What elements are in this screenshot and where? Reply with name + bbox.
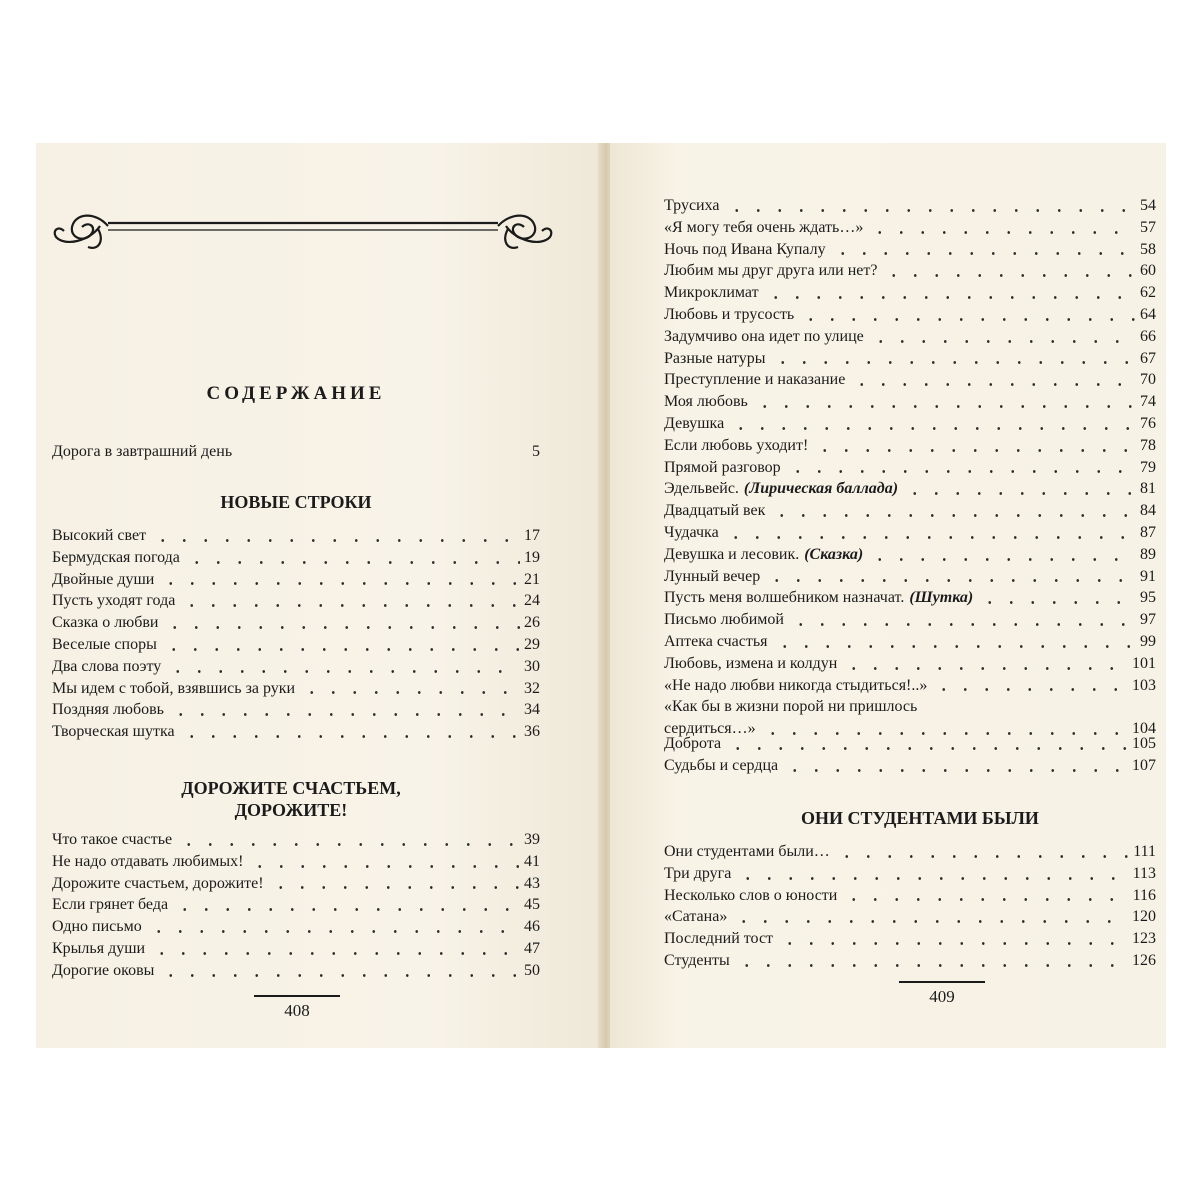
entry-page: 5 <box>532 443 540 460</box>
entry-title: Двойные души <box>52 570 155 588</box>
entry-title: Письмо любимой <box>664 611 784 629</box>
entry-page: 120 <box>1132 908 1156 926</box>
toc-entry[interactable] <box>52 612 540 634</box>
toc-entry[interactable] <box>664 304 1156 326</box>
entry-page: 32 <box>524 679 540 697</box>
entry-title: Преступление и наказание <box>664 371 846 389</box>
entry-title: Высокий свет <box>52 527 147 544</box>
section-new-lines-list <box>52 525 540 743</box>
entry-page: 113 <box>1132 864 1156 882</box>
entry-page: 97 <box>1140 611 1156 629</box>
section-title-they-were-students: ОНИ СТУДЕНТАМИ БЫЛИ <box>801 808 1039 828</box>
right-page <box>610 143 1166 1048</box>
dot-leader <box>181 735 520 738</box>
dot-leader <box>238 455 520 458</box>
toc-entry[interactable] <box>664 631 1156 653</box>
entry-title: «Не надо любви никогда стыдиться!..» <box>664 676 928 694</box>
entry-title: Дорога в завтрашний день <box>52 443 233 460</box>
entry-page: 116 <box>1132 886 1156 904</box>
entry-page: 26 <box>524 614 540 632</box>
entry-title: Три друга <box>664 864 732 882</box>
entry-title: Одно письмо <box>52 918 142 936</box>
entry-title: Аптека счастья <box>664 632 768 650</box>
entry-title: Дорогие оковы <box>52 961 155 979</box>
entry-title: Доброта <box>664 735 722 752</box>
dot-leader <box>181 604 520 607</box>
toc-entry[interactable] <box>664 609 1156 631</box>
toc-entry[interactable] <box>664 885 1156 907</box>
toc-entry[interactable] <box>664 500 1156 522</box>
entry-page: 58 <box>1140 240 1156 258</box>
dot-leader <box>774 645 1136 648</box>
dot-leader <box>754 405 1136 408</box>
dot-leader <box>904 492 1136 495</box>
entry-title: Они студентами были… <box>664 843 830 860</box>
entry-title: Что такое счастье <box>52 831 173 848</box>
page-number-right <box>892 981 992 1007</box>
dot-leader <box>779 942 1128 945</box>
entry-page: 24 <box>524 592 540 610</box>
entry-page: 50 <box>524 961 540 979</box>
dot-leader <box>869 231 1136 234</box>
entry-title: Несколько слов о юности <box>664 886 838 904</box>
toc-entry[interactable] <box>664 587 1156 609</box>
toc-entry[interactable] <box>52 441 540 463</box>
dot-leader <box>836 855 1129 858</box>
entry-page: 79 <box>1140 458 1156 476</box>
toc-entry[interactable] <box>664 675 1156 697</box>
dot-leader <box>800 318 1136 321</box>
toc-entry[interactable] <box>52 547 540 569</box>
toc-entry[interactable] <box>664 863 1156 885</box>
entry-page: 29 <box>524 635 540 653</box>
dot-leader <box>301 691 520 694</box>
entry-title: Если любовь уходит! <box>664 436 809 454</box>
entry-page: 36 <box>524 723 540 741</box>
entry-page: 57 <box>1140 218 1156 236</box>
dot-leader <box>883 274 1136 277</box>
entry-title: Девушка <box>664 414 725 432</box>
dot-leader <box>178 843 520 846</box>
dot-leader <box>270 886 520 889</box>
dot-leader <box>843 667 1128 670</box>
right-entries-list <box>664 195 1156 696</box>
entry-page: 66 <box>1140 327 1156 345</box>
toc-entry[interactable] <box>664 478 1156 500</box>
entry-page: 101 <box>1132 654 1156 672</box>
entry-page: 105 <box>1132 735 1156 752</box>
dot-leader <box>174 908 520 911</box>
entry-title: Трусиха <box>664 197 720 214</box>
toc-entry[interactable] <box>52 634 540 656</box>
entry-page: 43 <box>524 874 540 892</box>
dot-leader <box>170 713 520 716</box>
entry-title: Студенты <box>664 951 730 969</box>
entry-title: Эдельвейс. <box>664 480 739 498</box>
toc-entry[interactable] <box>664 522 1156 544</box>
left-page <box>36 143 602 1048</box>
entry-page: 104 <box>1132 719 1156 737</box>
entry-title: Мы идем с тобой, взявшись за руки <box>52 679 296 697</box>
toc-entry[interactable] <box>664 217 1156 239</box>
toc-entry[interactable] <box>664 928 1156 950</box>
entry-title: Прямой разговор <box>664 458 781 476</box>
entry-title: «Я могу тебя очень ждать…» <box>664 218 864 236</box>
page-number-rule <box>899 981 985 983</box>
entry-title: Творческая шутка <box>52 723 175 741</box>
toc-entry[interactable] <box>664 435 1156 457</box>
dot-leader <box>726 209 1136 212</box>
dot-leader <box>186 561 520 564</box>
entry-subtitle: (Шутка) <box>909 589 974 607</box>
toc-entry[interactable] <box>664 348 1156 370</box>
section-they-were-students-list <box>664 841 1156 972</box>
toc-entry[interactable] <box>664 413 1156 435</box>
dot-leader <box>733 920 1128 923</box>
entry-title: Любовь, измена и колдун <box>664 654 838 672</box>
entry-title: Двадцатый век <box>664 502 766 520</box>
section-title-line: ДОРОЖИТЕ СЧАСТЬЕМ, <box>181 778 401 798</box>
entry-title: Два слова поэту <box>52 657 162 675</box>
toc-entry[interactable] <box>52 960 540 982</box>
dot-leader <box>736 964 1128 967</box>
right-entries-after-list <box>664 733 1156 777</box>
toc-entry[interactable] <box>52 916 540 938</box>
entry-title: Крылья души <box>52 939 146 957</box>
page-number-left <box>247 995 347 1021</box>
entry-page: 41 <box>524 852 540 870</box>
toc-entry[interactable] <box>52 569 540 591</box>
toc-entry[interactable] <box>52 873 540 895</box>
toc-heading: СОДЕРЖАНИЕ <box>206 383 386 404</box>
entry-title: Разные натуры <box>664 349 766 367</box>
dot-leader <box>148 930 520 933</box>
entry-page: 19 <box>524 548 540 566</box>
toc-entry[interactable] <box>664 544 1156 566</box>
entry-page: 87 <box>1140 523 1156 541</box>
entry-page: 78 <box>1140 436 1156 454</box>
toc-entry[interactable] <box>664 457 1156 479</box>
entry-page: 70 <box>1140 371 1156 389</box>
entry-title: «Сатана» <box>664 908 728 926</box>
entry-title: Бермудская погода <box>52 548 180 566</box>
toc-entry[interactable] <box>664 755 1156 777</box>
entry-title: Если грянет беда <box>52 896 169 914</box>
dot-leader <box>772 361 1136 364</box>
entry-title: Последний тост <box>664 930 774 948</box>
entry-page: 46 <box>524 918 540 936</box>
entry-title: Дорожите счастьем, дорожите! <box>52 874 264 892</box>
toc-entry[interactable] <box>664 195 1156 217</box>
entry-title: Любовь и трусость <box>664 305 795 323</box>
toc-entry[interactable] <box>664 653 1156 675</box>
toc-entry[interactable] <box>52 938 540 960</box>
toc-entry[interactable] <box>664 282 1156 304</box>
entry-title: Ночь под Ивана Купалу <box>664 240 826 258</box>
entry-title: Лунный вечер <box>664 567 761 585</box>
entry-page: 111 <box>1133 843 1156 860</box>
entry-title: сердиться…» <box>664 719 756 737</box>
toc-entry[interactable] <box>52 699 540 721</box>
entry-subtitle: (Сказка) <box>804 545 864 563</box>
entry-page: 89 <box>1140 545 1156 563</box>
entry-title: Микроклимат <box>664 284 759 302</box>
toc-entry[interactable] <box>664 260 1156 282</box>
dot-leader <box>727 747 1128 750</box>
dot-leader <box>160 582 520 585</box>
dot-leader <box>870 340 1136 343</box>
dot-leader <box>814 449 1136 452</box>
entry-page: 95 <box>1140 589 1156 607</box>
entry-title: Веселые споры <box>52 635 157 653</box>
page-number-value: 409 <box>929 987 955 1006</box>
entry-page: 123 <box>1132 930 1156 948</box>
entry-page: 74 <box>1140 393 1156 411</box>
dot-leader <box>771 514 1136 517</box>
page-number-value: 408 <box>284 1001 310 1020</box>
dot-leader <box>160 974 520 977</box>
section-cherish-happiness-list <box>52 829 540 982</box>
entry-page: 54 <box>1140 197 1156 214</box>
entry-page: 91 <box>1140 567 1156 585</box>
toc-entry[interactable] <box>52 851 540 873</box>
dot-leader <box>790 623 1136 626</box>
dot-leader <box>730 427 1136 430</box>
entry-title: Моя любовь <box>664 393 748 411</box>
dot-leader <box>164 626 520 629</box>
entry-page: 21 <box>524 570 540 588</box>
dot-leader <box>151 952 520 955</box>
entry-page: 81 <box>1140 480 1156 498</box>
dot-leader <box>765 296 1136 299</box>
dot-leader <box>843 898 1128 901</box>
entry-title: Пусть уходят года <box>52 592 176 610</box>
page-number-rule <box>254 995 340 997</box>
decorative-flourish-icon <box>50 201 556 261</box>
toc-entry[interactable] <box>664 369 1156 391</box>
entry-page: 107 <box>1132 756 1156 774</box>
entry-title: Девушка и лесовик. <box>664 545 800 563</box>
dot-leader <box>933 688 1128 691</box>
toc-entry[interactable] <box>52 829 540 851</box>
entry-page: 126 <box>1132 951 1156 969</box>
toc-entry[interactable] <box>52 656 540 678</box>
entry-page: 67 <box>1140 349 1156 367</box>
entry-title: Пусть меня волшебником назначат. <box>664 589 905 607</box>
toc-entry[interactable] <box>52 590 540 612</box>
dot-leader <box>167 670 520 673</box>
entry-subtitle: (Лирическая баллада) <box>743 480 899 498</box>
entry-page: 17 <box>524 527 540 544</box>
entry-title: Не надо отдавать любимых! <box>52 852 244 870</box>
toc-entry[interactable] <box>664 733 1156 755</box>
dot-leader <box>725 536 1136 539</box>
entry-page: 76 <box>1140 414 1156 432</box>
dot-leader <box>851 383 1136 386</box>
entry-page: 99 <box>1140 632 1156 650</box>
dot-leader <box>787 470 1136 473</box>
entry-page: 47 <box>524 939 540 957</box>
dot-leader <box>249 865 520 868</box>
dot-leader <box>832 252 1136 255</box>
section-title-line: ДОРОЖИТЕ! <box>234 800 348 820</box>
toc-entry[interactable] <box>664 841 1156 863</box>
section-title-cherish-happiness <box>126 777 456 821</box>
entry-page: 45 <box>524 896 540 914</box>
entry-page: 62 <box>1140 284 1156 302</box>
intro-list <box>52 441 540 463</box>
entry-page: 84 <box>1140 502 1156 520</box>
toc-entry[interactable] <box>664 566 1156 588</box>
dot-leader <box>766 579 1136 582</box>
toc-entry[interactable] <box>52 894 540 916</box>
toc-entry[interactable] <box>664 326 1156 348</box>
entry-title: Судьбы и сердца <box>664 756 779 774</box>
entry-page: 64 <box>1140 305 1156 323</box>
dot-leader <box>163 648 520 651</box>
toc-entry[interactable] <box>52 721 540 743</box>
toc-entry[interactable] <box>664 391 1156 413</box>
dot-leader <box>979 601 1136 604</box>
entry-title: «Как бы в жизни порой ни пришлось <box>664 698 918 715</box>
entry-title: Поздняя любовь <box>52 701 164 719</box>
entry-page: 30 <box>524 657 540 675</box>
toc-entry[interactable] <box>52 525 540 547</box>
entry-title: Чудачка <box>664 523 719 541</box>
entry-page: 60 <box>1140 262 1156 280</box>
toc-entry[interactable] <box>664 906 1156 928</box>
section-title-new-lines: НОВЫЕ СТРОКИ <box>220 492 372 512</box>
entry-title: Любим мы друг друга или нет? <box>664 262 878 280</box>
entry-page: 34 <box>524 701 540 719</box>
dot-leader <box>784 769 1128 772</box>
entry-title: Сказка о любви <box>52 614 159 632</box>
book-spread <box>36 143 1166 1048</box>
dot-leader <box>152 539 520 542</box>
entry-title: Задумчиво она идет по улице <box>664 327 864 345</box>
entry-page: 103 <box>1132 676 1156 694</box>
dot-leader <box>737 877 1128 880</box>
entry-page: 39 <box>524 831 540 848</box>
toc-entry[interactable] <box>664 239 1156 261</box>
toc-entry[interactable] <box>52 678 540 700</box>
toc-entry[interactable] <box>664 950 1156 972</box>
dot-leader <box>869 558 1136 561</box>
